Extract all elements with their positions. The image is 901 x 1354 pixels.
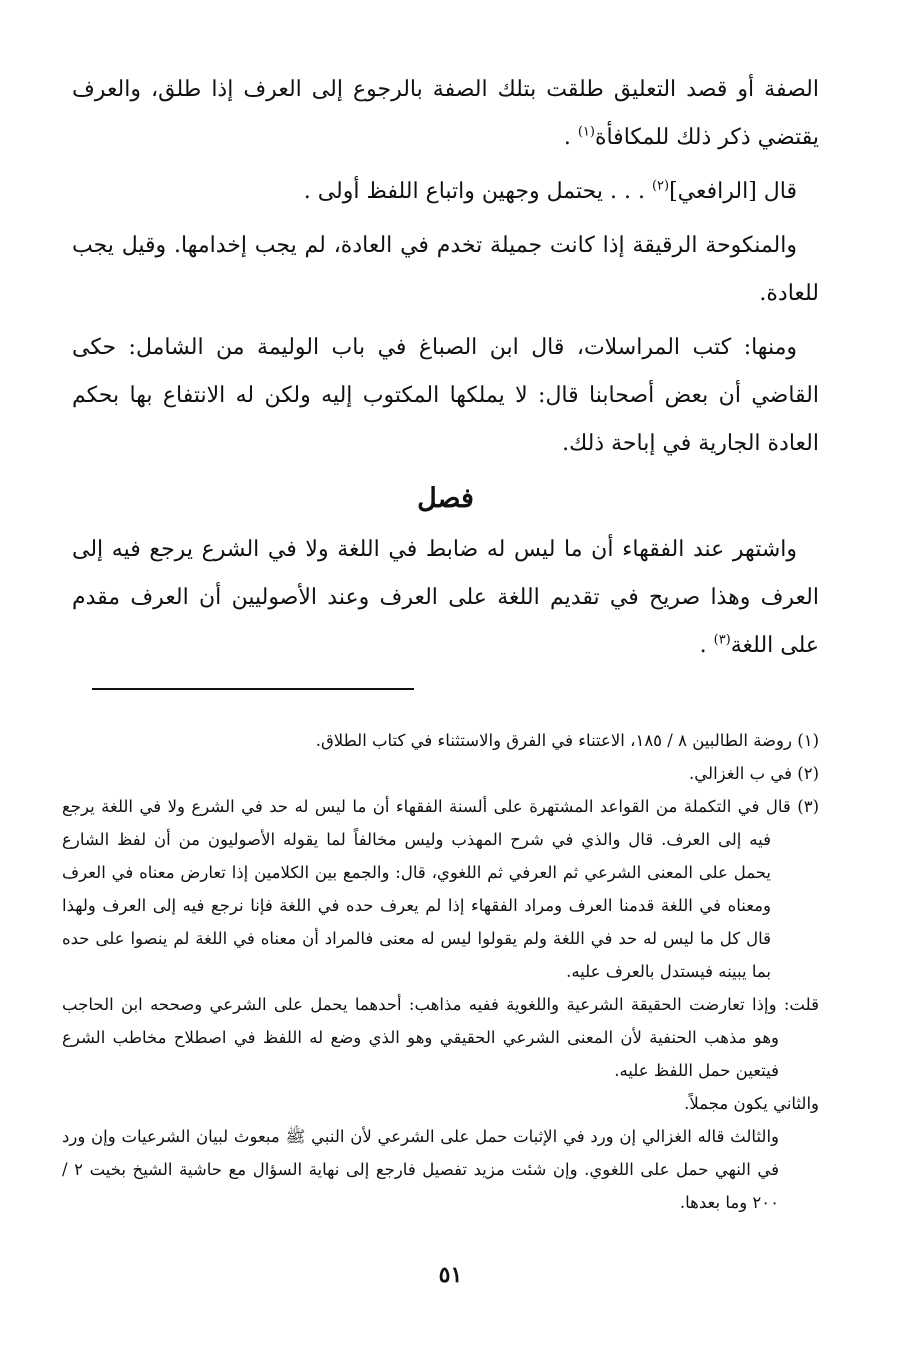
footnote-1-number: (١) xyxy=(797,731,819,750)
footnote-1-text: روضة الطالبين ٨ / ١٨٥، الاعتناء في الفرق والاستثناء في كتاب الطلاق. xyxy=(315,731,792,750)
footnote-1 xyxy=(62,724,819,757)
paragraph-4 xyxy=(72,324,819,468)
paragraph-5 xyxy=(72,526,819,670)
paragraph-5-end: . xyxy=(699,633,707,658)
footnote-3-text: قال في التكملة من القواعد المشتهرة على ألسنة الفقهاء أن ما ليس له حد في الشرع ولا في اللغة يرجع فيه إلى العرف. قال والذي في شرح المهذب وليس مخالفاً لما يقوله الأصوليون من أن لفظ الشارع يحمل على المعنى الشرعي ثم العرفي ثم اللغوي، قال: والجمع بين الكلامين إذا تعارض معناه في العرف ومعناه في اللغة قدمنا العرف ومراد الفقهاء إذا لم يعرف حده في اللغة فإنا نرجع فيه إلى العرف ولهذا قال كل ما ليس له حد في اللغة ولم يقولوا ليس له معنى فالمراد أن معناه في اللغة لم ينصوا على حده بما يبينه فيستدل بالعرف عليه. xyxy=(62,797,791,981)
footnote-3 xyxy=(62,790,819,988)
footnote-ref-3: (٣) xyxy=(713,632,731,648)
paragraph-3-text: والمنكوحة الرقيقة إذا كانت جميلة تخدم في العادة، لم يجب إخدامها. وقيل يجب للعادة. xyxy=(72,233,819,306)
page-number: ٥١ xyxy=(438,1262,463,1288)
footnote-second-view-text: والثاني يكون مجملاً. xyxy=(684,1094,819,1113)
paragraph-2-end: . . . يحتمل وجهين واتباع اللفظ أولى . xyxy=(303,179,645,204)
footnote-2 xyxy=(62,757,819,790)
footnote-comment-text: وإذا تعارضت الحقيقة الشرعية واللغوية ففيه مذاهب: أحدهما يحمل على الشرعي وصححه ابن الحاجب وهو مذهب الحنفية لأن المعنى الشرعي الحقيقي وهو الذي وضع له اللفظ في اصطلاح مخاطب الشرع فيتعين حمل اللفظ عليه. xyxy=(62,995,779,1080)
footnote-third-view-text: والثالث قاله الغزالي إن ورد في الإثبات حمل على الشرعي لأن النبي ﷺ مبعوث لبيان الشرعيات وإن ورد في النهي حمل على اللغوي. وإن شئت مزيد تفصيل فارجع إلى نهاية السؤال مع حاشية الشيخ بخيت ٢ / ٢٠٠ وما بعدها. xyxy=(62,1127,779,1212)
paragraph-2-text: قال [الرافعي] xyxy=(669,179,797,204)
footnote-third-view xyxy=(62,1120,819,1219)
footnote-second-view xyxy=(62,1087,819,1120)
paragraph-1-end: . xyxy=(563,125,571,150)
footnote-3-number: (٣) xyxy=(797,797,819,816)
main-text xyxy=(72,66,819,670)
footnote-divider xyxy=(92,688,414,690)
paragraph-4-text: ومنها: كتب المراسلات، قال ابن الصباغ في باب الوليمة من الشامل: حكى القاضي أن بعض أصحابنا قال: لا يملكها المكتوب إليه ولكن له الانتفاع بها بحكم العادة الجارية في إباحة ذلك. xyxy=(72,335,819,456)
paragraph-1-text: الصفة أو قصد التعليق طلقت بتلك الصفة بالرجوع إلى العرف إذا طلق، والعرف يقتضي ذكر ذلك للمكافأة xyxy=(72,77,819,150)
footnote-2-text: في ب الغزالي. xyxy=(689,764,792,783)
section-heading: فصل xyxy=(417,483,474,514)
footnote-2-number: (٢) xyxy=(797,764,819,783)
paragraph-3 xyxy=(72,222,819,318)
paragraph-1 xyxy=(72,66,819,162)
footnote-ref-2: (٢) xyxy=(651,178,670,194)
paragraph-5-text: واشتهر عند الفقهاء أن ما ليس له ضابط في اللغة ولا في الشرع يرجع فيه إلى العرف وهذا صريح في تقديم اللغة على العرف وعند الأصوليين أن العرف مقدم على اللغة xyxy=(72,537,819,658)
footnote-comment-lead: قلت: xyxy=(783,995,819,1014)
footnote-ref-1: (١) xyxy=(577,124,595,140)
paragraph-2 xyxy=(72,168,819,216)
footnote-comment xyxy=(62,988,819,1087)
footnotes xyxy=(62,724,819,1219)
